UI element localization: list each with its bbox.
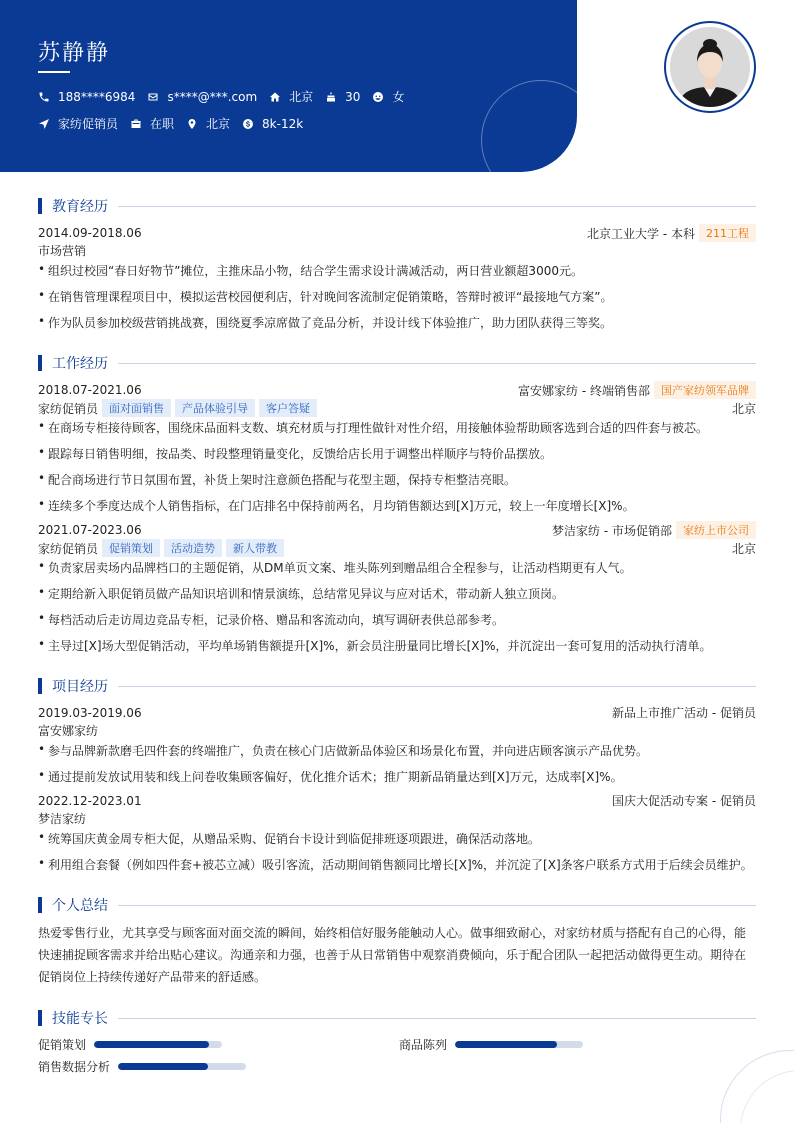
project-header-row [38,704,756,721]
age-item [325,90,360,104]
salary-item [242,117,303,131]
send-icon [38,118,50,130]
skill-level-fill [94,1041,209,1048]
skill-level-bar [118,1063,246,1070]
job-header-row [38,381,756,399]
list-item: • 在商场专柜接待顾客，围绕床品面料支数、填充材质与打理性做针对性介绍，用接触体验帮助顾客选到合适的四件套与被芯。 [38,419,756,436]
section-divider [118,363,756,364]
summary-text [38,922,756,988]
project-period: 2022.12-2023.01 [38,793,142,808]
education-header-row [38,224,756,242]
project-name: 新品上市推广活动 - 促销员 [612,706,756,720]
job-period: 2021.07-2023.06 [38,523,142,537]
gender-value: 女 [392,90,405,104]
section-title-skills: 技能专长 [52,1011,108,1027]
skill-level-bar [94,1041,222,1048]
location-item [186,115,230,132]
skill-item [399,1036,583,1053]
skill-tag: 活动造势 [164,539,222,557]
list-item: • 参与品牌新款磨毛四件套的终端推广，负责在核心门店做新品体验区和场景化布置，并向进店顾客演示产品优势。 [38,742,756,759]
section-marker [38,1010,42,1026]
home-icon [269,91,281,103]
job-role-row [38,399,756,417]
list-item: • 主导过[X]场大型促销活动，平均单场销售额提升[X]%，新会员注册量同比增长[X]%，并沉淀出一套可复用的活动执行清单。 [38,637,756,654]
list-item: • 配合商场进行节日氛围布置，补货上架时注意颜色搭配与花型主题，保持专柜整洁亮眼。 [38,471,756,488]
location-value: 北京 [206,117,231,131]
skill-tag: 面对面销售 [102,399,171,417]
skill-name: 销售数据分析 [38,1060,111,1074]
status-item [130,115,174,132]
skill-tag: 客户答疑 [259,399,317,417]
home-value: 北京 [289,90,314,104]
skill-name: 促销策划 [38,1038,87,1052]
gender-item [372,88,404,105]
section-title-work: 工作经历 [52,356,108,372]
list-item: • 连续多个季度达成个人销售指标，在门店排名中保持前两名，月均销售额达到[X]万元，较上一年度增长[X]%。 [38,497,756,514]
job-target-value: 家纺促销员 [58,117,119,131]
list-item: • 每档活动后走访周边竞品专柜，记录价格、赠品和客流动向，填写调研表供总部参考。 [38,611,756,628]
phone-icon [38,91,50,103]
section-marker [38,198,42,214]
email-value: s****@***.com [167,89,258,104]
job-city: 北京 [731,401,756,416]
list-item: • 负责家居卖场内品牌档口的主题促销，从DM单页文案、堆头陈列到赠品组合全程参与，让活动档期更有人气。 [38,559,756,576]
status-value: 在职 [150,117,175,131]
job-header-row [38,521,756,539]
avatar [670,27,750,107]
list-item: • 定期给新入职促销员做产品知识培训和情景演练，总结常见异议与应对话术，带动新人独立顶岗。 [38,585,756,602]
section-title-projects: 项目经历 [52,679,108,695]
skill-name: 商品陈列 [399,1038,448,1052]
summary-line: 热爱零售行业，尤其享受与顾客面对面交流的瞬间，始终相信好服务能触动人心。做事细致耐心，对家纺材质与搭配有自己的心得，能 [38,926,747,940]
age-value: 30 [345,89,361,104]
home-item [269,88,313,105]
section-divider [118,206,756,207]
contact-row [38,88,416,105]
list-item: • 跟踪每日销售明细，按品类、时段整理销量变化，反馈给店长用于调整出样顺序与特价品摆放。 [38,445,756,462]
section-title-education: 教育经历 [52,199,108,215]
education-major: 市场营销 [38,244,87,258]
section-work [38,353,756,373]
job-intent-row [38,115,315,132]
email-icon [147,91,159,103]
section-divider [118,1018,756,1019]
skill-item [38,1036,222,1053]
list-item: • 统筹国庆黄金周专柜大促，从赠品采购、促销台卡设计到临促排班逐项跟进，确保活动落地。 [38,830,756,847]
section-projects [38,676,756,696]
briefcase-icon [130,118,142,130]
project-company: 富安娜家纺 [38,724,99,738]
money-icon [242,118,254,130]
skill-level-bar [455,1041,583,1048]
section-summary [38,895,756,915]
location-pin-icon [186,118,198,130]
job-company: 梦洁家纺 - 市场促销部 [552,523,672,538]
project-period: 2019.03-2019.06 [38,705,142,720]
skill-tag: 新人带教 [226,539,284,557]
job-company: 富安娜家纺 - 终端销售部 [518,383,650,398]
section-title-summary: 个人总结 [52,898,108,914]
project-header-row [38,792,756,809]
job-company-badge: 家纺上市公司 [676,521,756,539]
avatar-portrait [670,27,750,107]
skill-tag: 产品体验引导 [175,399,255,417]
job-city: 北京 [731,541,756,556]
project-name: 国庆大促活动专案 - 促销员 [612,794,756,808]
job-role-row [38,539,756,557]
name-underline [38,71,70,73]
job-role: 家纺促销员 [38,401,99,416]
header-decoration-circle [481,80,577,172]
email-item [147,90,257,104]
education-school: 北京工业大学 - 本科 [587,226,695,241]
job-company-badge: 国产家纺领军品牌 [654,381,756,399]
phone-item [38,90,135,104]
cake-icon [325,91,337,103]
gender-icon [372,91,384,103]
salary-value: 8k-12k [262,116,304,131]
list-item: • 通过提前发放试用装和线上问卷收集顾客偏好，优化推介话术；推广期新品销量达到[X]万元，达成率[X]%。 [38,768,756,785]
job-period: 2018.07-2021.06 [38,383,142,397]
project-company-row [38,722,756,739]
section-education [38,196,756,216]
education-badge: 211工程 [699,224,756,242]
list-item: • 在销售管理课程项目中，模拟运营校园便利店，针对晚间客流制定促销策略，答辩时被评“最接地气方案”。 [38,288,756,305]
summary-line: 快速捕捉顾客需求并给出贴心建议。沟通亲和力强，也善于从日常销售中观察消费倾向，乐于配合团队一起把活动做得更生动。期待在 [38,948,747,962]
list-item: • 利用组合套餐（例如四件套+被芯立减）吸引客流，活动期间销售额同比增长[X]%，并沉淀了[X]条客户联系方式用于后续会员维护。 [38,856,756,873]
skill-level-fill [118,1063,208,1070]
skill-level-fill [455,1041,557,1048]
section-divider [118,905,756,906]
section-divider [118,686,756,687]
project-company: 梦洁家纺 [38,812,87,826]
job-role: 家纺促销员 [38,541,99,556]
candidate-name: 苏静静 [38,41,111,66]
phone-value: 188****6984 [58,89,136,104]
list-item: • 组织过校园“春日好物节”摊位，主推床品小物，结合学生需求设计满减活动，两日营业额超3000元。 [38,262,756,279]
summary-line: 促销岗位上持续传递好产品带来的舒适感。 [38,970,267,984]
list-item: • 作为队员参加校级营销挑战赛，围绕夏季凉席做了竞品分析，并设计线下体验推广，助力团队获得三等奖。 [38,314,756,331]
skill-tag: 促销策划 [102,539,160,557]
job-target-item [38,115,118,132]
skill-item [38,1058,246,1075]
section-marker [38,678,42,694]
education-period: 2014.09-2018.06 [38,226,142,240]
header-banner [0,0,577,172]
section-skills [38,1008,756,1028]
section-marker [38,897,42,913]
section-marker [38,355,42,371]
education-major-row [38,242,756,259]
project-company-row [38,810,756,827]
